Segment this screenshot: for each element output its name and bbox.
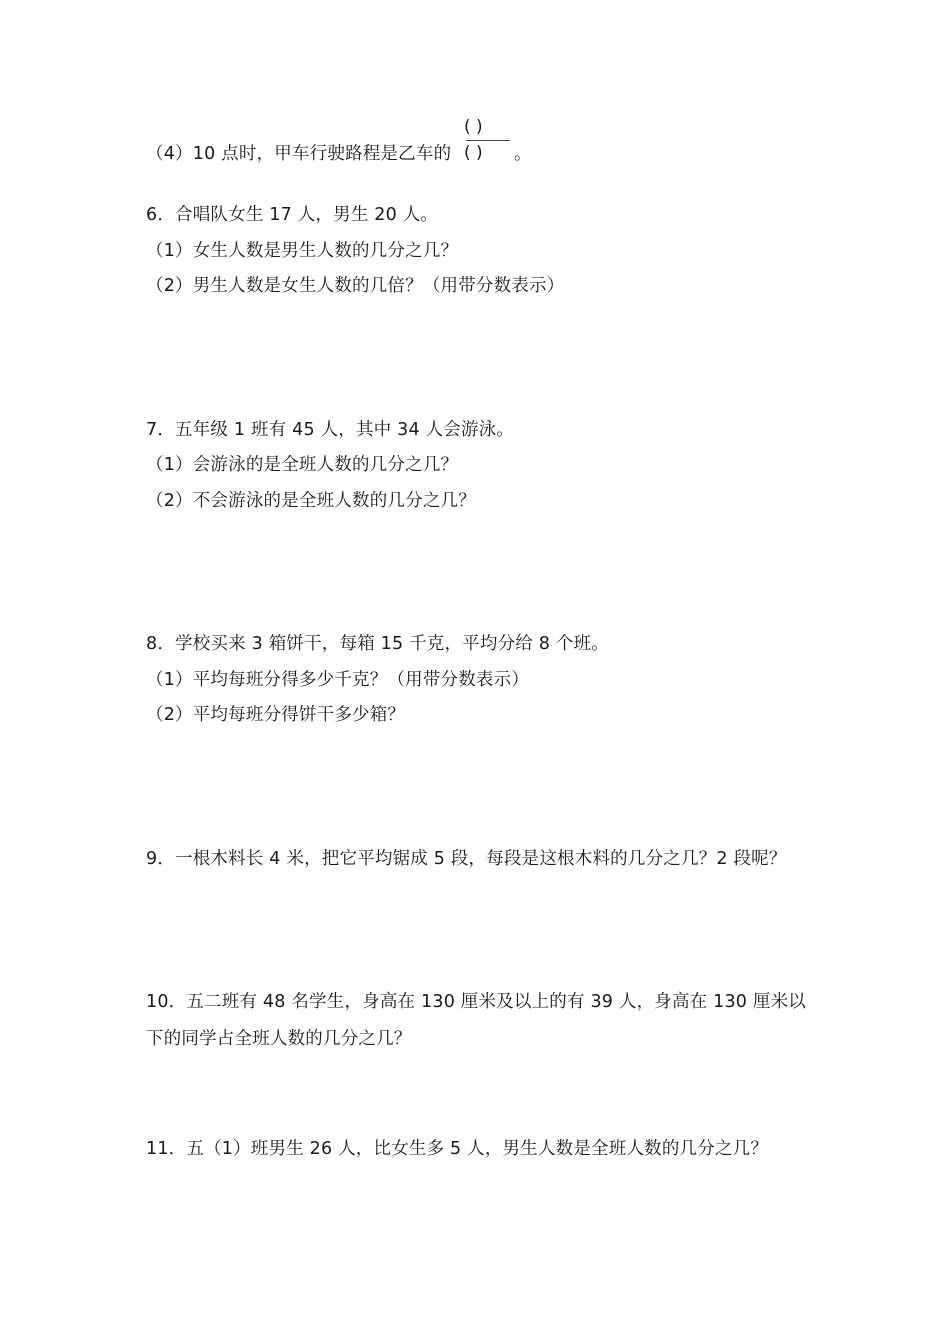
q6-stem: 6．合唱队女生 17 人，男生 20 人。 — [146, 205, 439, 225]
q6-part2: （2）男生人数是女生人数的几倍？（用带分数表示） — [146, 276, 565, 296]
q8-part1: （1）平均每班分得多少千克？（用带分数表示） — [146, 670, 530, 690]
fraction-denominator: ( ) — [464, 143, 483, 163]
q9-stem: 9．一根木料长 4 米，把它平均锯成 5 段，每段是这根木料的几分之几？2 段呢？ — [146, 849, 787, 869]
fraction-bar — [466, 140, 510, 141]
fraction-blank[interactable] — [464, 117, 514, 163]
q11-stem: 11．五（1）班男生 26 人，比女生多 5 人，男生人数是全班人数的几分之几？ — [146, 1139, 769, 1159]
q8-stem: 8．学校买来 3 箱饼干，每箱 15 千克，平均分给 8 个班。 — [146, 634, 609, 654]
q7-part2: （2）不会游泳的是全班人数的几分之几？ — [146, 491, 476, 511]
q7-stem: 7．五年级 1 班有 45 人，其中 34 人会游泳。 — [146, 420, 515, 440]
fraction-numerator: ( ) — [464, 117, 483, 137]
q10-line1: 10．五二班有 48 名学生，身高在 130 厘米及以上的有 39 人，身高在 130 厘米以 — [146, 992, 807, 1012]
q5-part4-prefix: （4）10 点时，甲车行驶路程是乙车的 — [146, 144, 452, 164]
q6-part1: （1）女生人数是男生人数的几分之几？ — [146, 241, 459, 261]
q8-part2: （2）平均每班分得饼干多少箱？ — [146, 705, 406, 725]
q5-part4-suffix: 。 — [514, 144, 532, 164]
q10-line2: 下的同学占全班人数的几分之几？ — [146, 1029, 412, 1049]
q7-part1: （1）会游泳的是全班人数的几分之几？ — [146, 455, 459, 475]
